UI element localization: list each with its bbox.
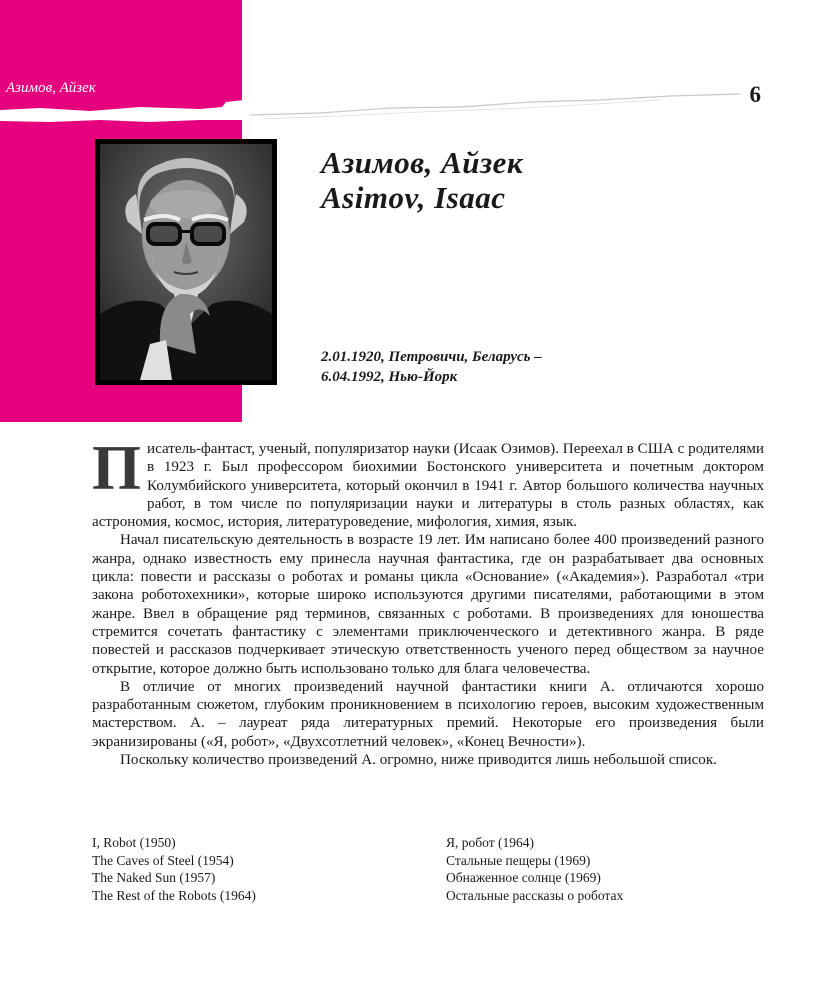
- page-number: 6: [749, 82, 761, 107]
- works-list-translated: [446, 834, 623, 904]
- work-item: The Naked Sun (1957): [92, 870, 216, 886]
- dates-death: 6.04.1992, Нью-Йорк: [321, 369, 458, 385]
- paragraph-2: Начал писательскую деятельность в возрасте 19 лет. Им написано более 400 произведений разного жанра, однако известность ему принесла научная фантастика, где он разрабатывает два основных цикла: повести и рассказы о роботах и романы цикла «Основание» («Академия»). Разработал «три закона роботохехники», которые широко используются другими писателями, работающими в этом жанре. Ввел в обращение ряд терминов, связанных с роботами. В произведениях для юношества стремится сочетать фантастику с элементами приключенческого и детективного жанра. В ряде повестей и рассказов подчеркивает этическую ответственность ученого перед обществом за научное открытие, которое должно быть использовано только для блага человечества.: [92, 532, 764, 677]
- work-item: The Rest of the Robots (1964): [92, 887, 256, 903]
- work-item: Остальные рассказы о роботах: [446, 887, 624, 903]
- work-item: The Caves of Steel (1954): [92, 852, 234, 868]
- title-russian: Азимов, Айзек: [321, 145, 524, 180]
- biography-text: [92, 433, 764, 769]
- title-english: Asimov, Isaac: [321, 180, 506, 215]
- torn-paper-band: [0, 80, 760, 128]
- work-item: Стальные пещеры (1969): [446, 852, 591, 868]
- work-item: Я, робот (1964): [446, 835, 534, 850]
- paragraph-1: [92, 433, 764, 531]
- work-item: Обнаженное солнце (1969): [446, 870, 601, 886]
- paragraph-4: Поскольку количество произведений А. огромно, ниже приводится лишь небольшой список.: [120, 752, 717, 769]
- paragraph-1-text: исатель-фантаст, ученый, популяризатор науки (Исаак Озимов). Переехал в США с родителями в 1923 г. Был профессором биохимии Бостонского университета и почетным доктором Колумбийского университета, который окончил в 1941 г. Автор большого количества научных работ, в том числе по популяризации науки и литературы в столь разных областях, как астрономия, космос, история, литературоведение, мифология, химия, язык.: [92, 441, 764, 531]
- running-head: Азимов, Айзек: [6, 80, 96, 96]
- author-portrait-photo: [100, 144, 272, 380]
- work-item: I, Robot (1950): [92, 835, 176, 850]
- works-list-original: [92, 834, 256, 904]
- portrait-frame: [95, 139, 277, 385]
- drop-cap: П: [92, 433, 142, 503]
- dates-birth: 2.01.1920, Петровичи, Беларусь –: [321, 349, 542, 365]
- life-dates: [321, 347, 542, 387]
- paragraph-3: В отличие от многих произведений научной фантастики книги А. отличаются хорошо разработанным сюжетом, глубоким проникновением в психологию героев, высоким художественным мастерством. А. – лауреат ряда литературных премий. Некоторые его произведения были экранизированы («Я, робот», «Двухсотлетний человек», «Конец Вечности»).: [92, 678, 764, 750]
